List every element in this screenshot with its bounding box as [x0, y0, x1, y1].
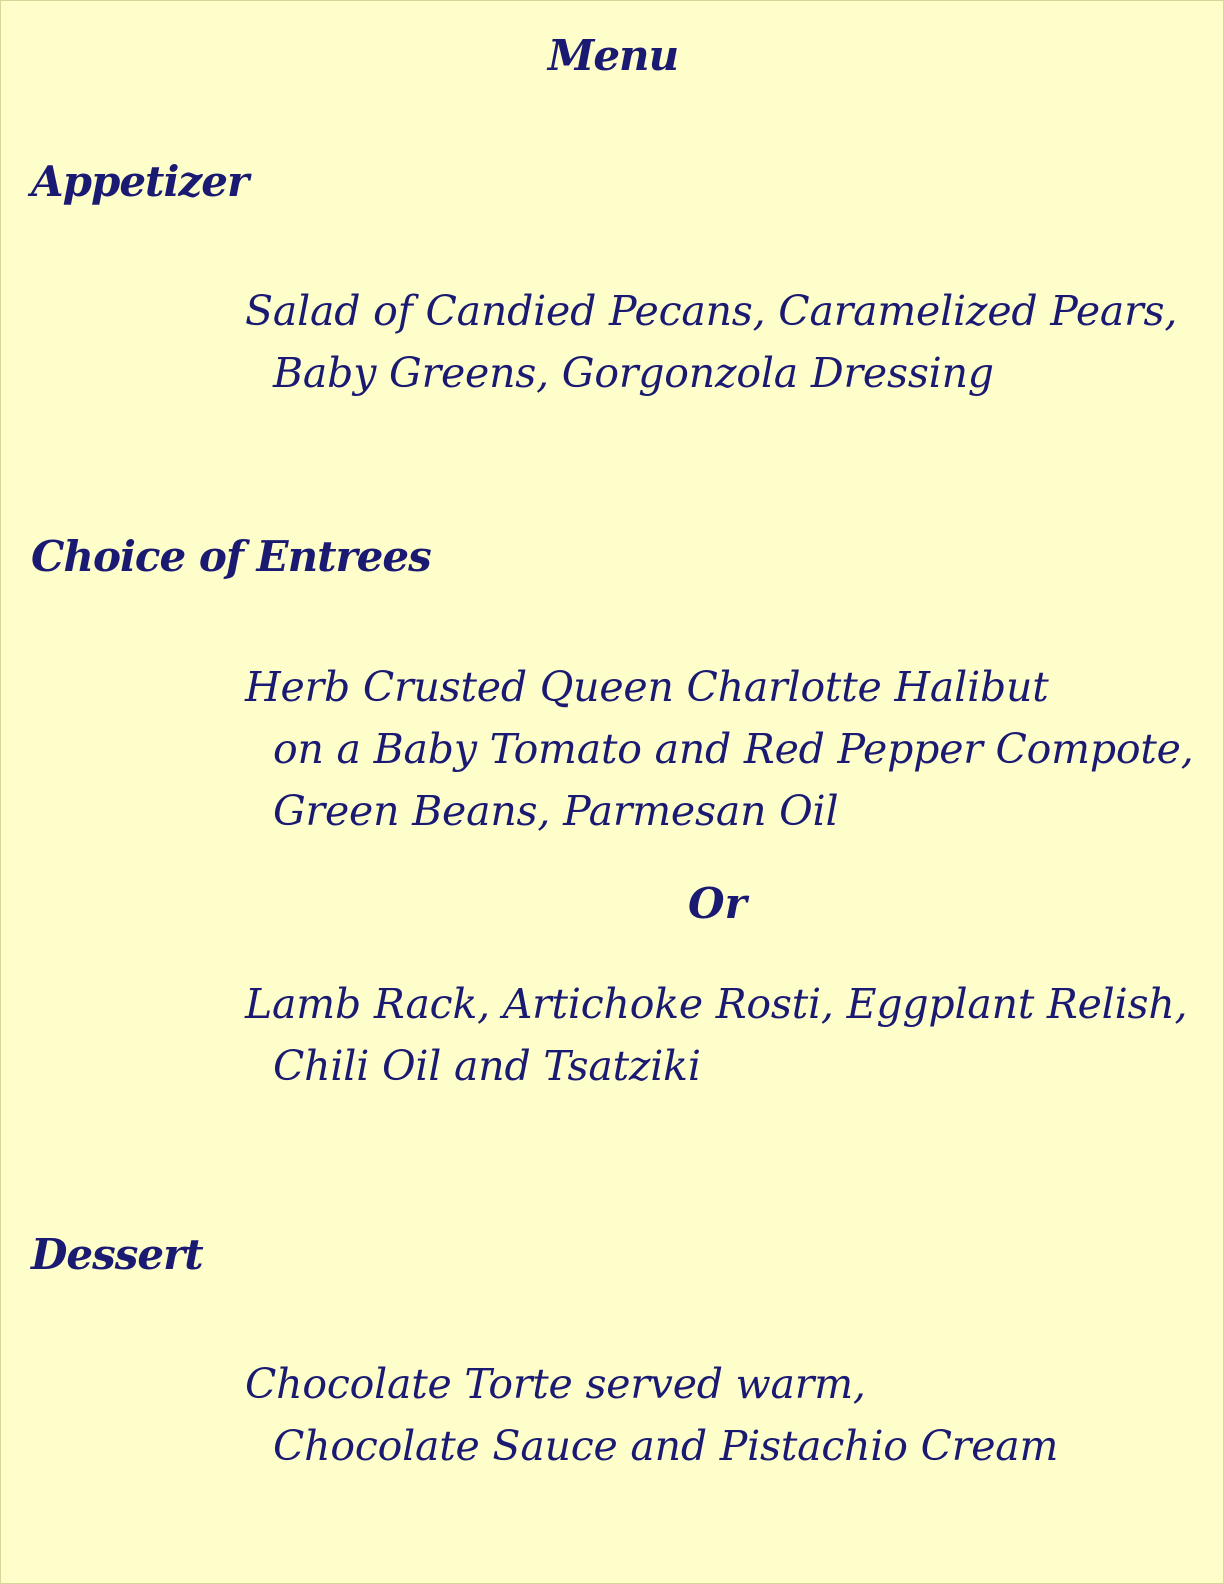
entree-dish-line: Chili Oil and Tsatziki — [273, 1042, 701, 1090]
dessert-dish — [245, 1353, 1058, 1477]
entree-option-lamb — [245, 973, 1187, 1097]
appetizer-dish-line: Salad of Candied Pecans, Caramelized Pears, — [245, 287, 1178, 335]
entree-dish-line: Herb Crusted Queen Charlotte Halibut — [245, 663, 1049, 711]
dessert-dish-line: Chocolate Torte served warm, — [245, 1360, 866, 1408]
entree-dish-line: Lamb Rack, Artichoke Rosti, Eggplant Relish, — [245, 980, 1188, 1028]
appetizer-dish-line: Baby Greens, Gorgonzola Dressing — [273, 349, 994, 397]
entree-option-halibut — [245, 656, 1194, 842]
entree-dish-line: Green Beans, Parmesan Oil — [273, 787, 839, 835]
dessert-dish-line: Chocolate Sauce and Pistachio Cream — [273, 1422, 1059, 1470]
entree-separator: Or — [688, 879, 747, 928]
dessert-heading: Dessert — [31, 1230, 203, 1279]
entrees-heading: Choice of Entrees — [31, 532, 431, 581]
appetizer-heading: Appetizer — [31, 157, 249, 206]
appetizer-dish — [245, 280, 1177, 404]
menu-title: Menu — [547, 31, 679, 80]
entree-dish-line: on a Baby Tomato and Red Pepper Compote, — [273, 725, 1194, 773]
